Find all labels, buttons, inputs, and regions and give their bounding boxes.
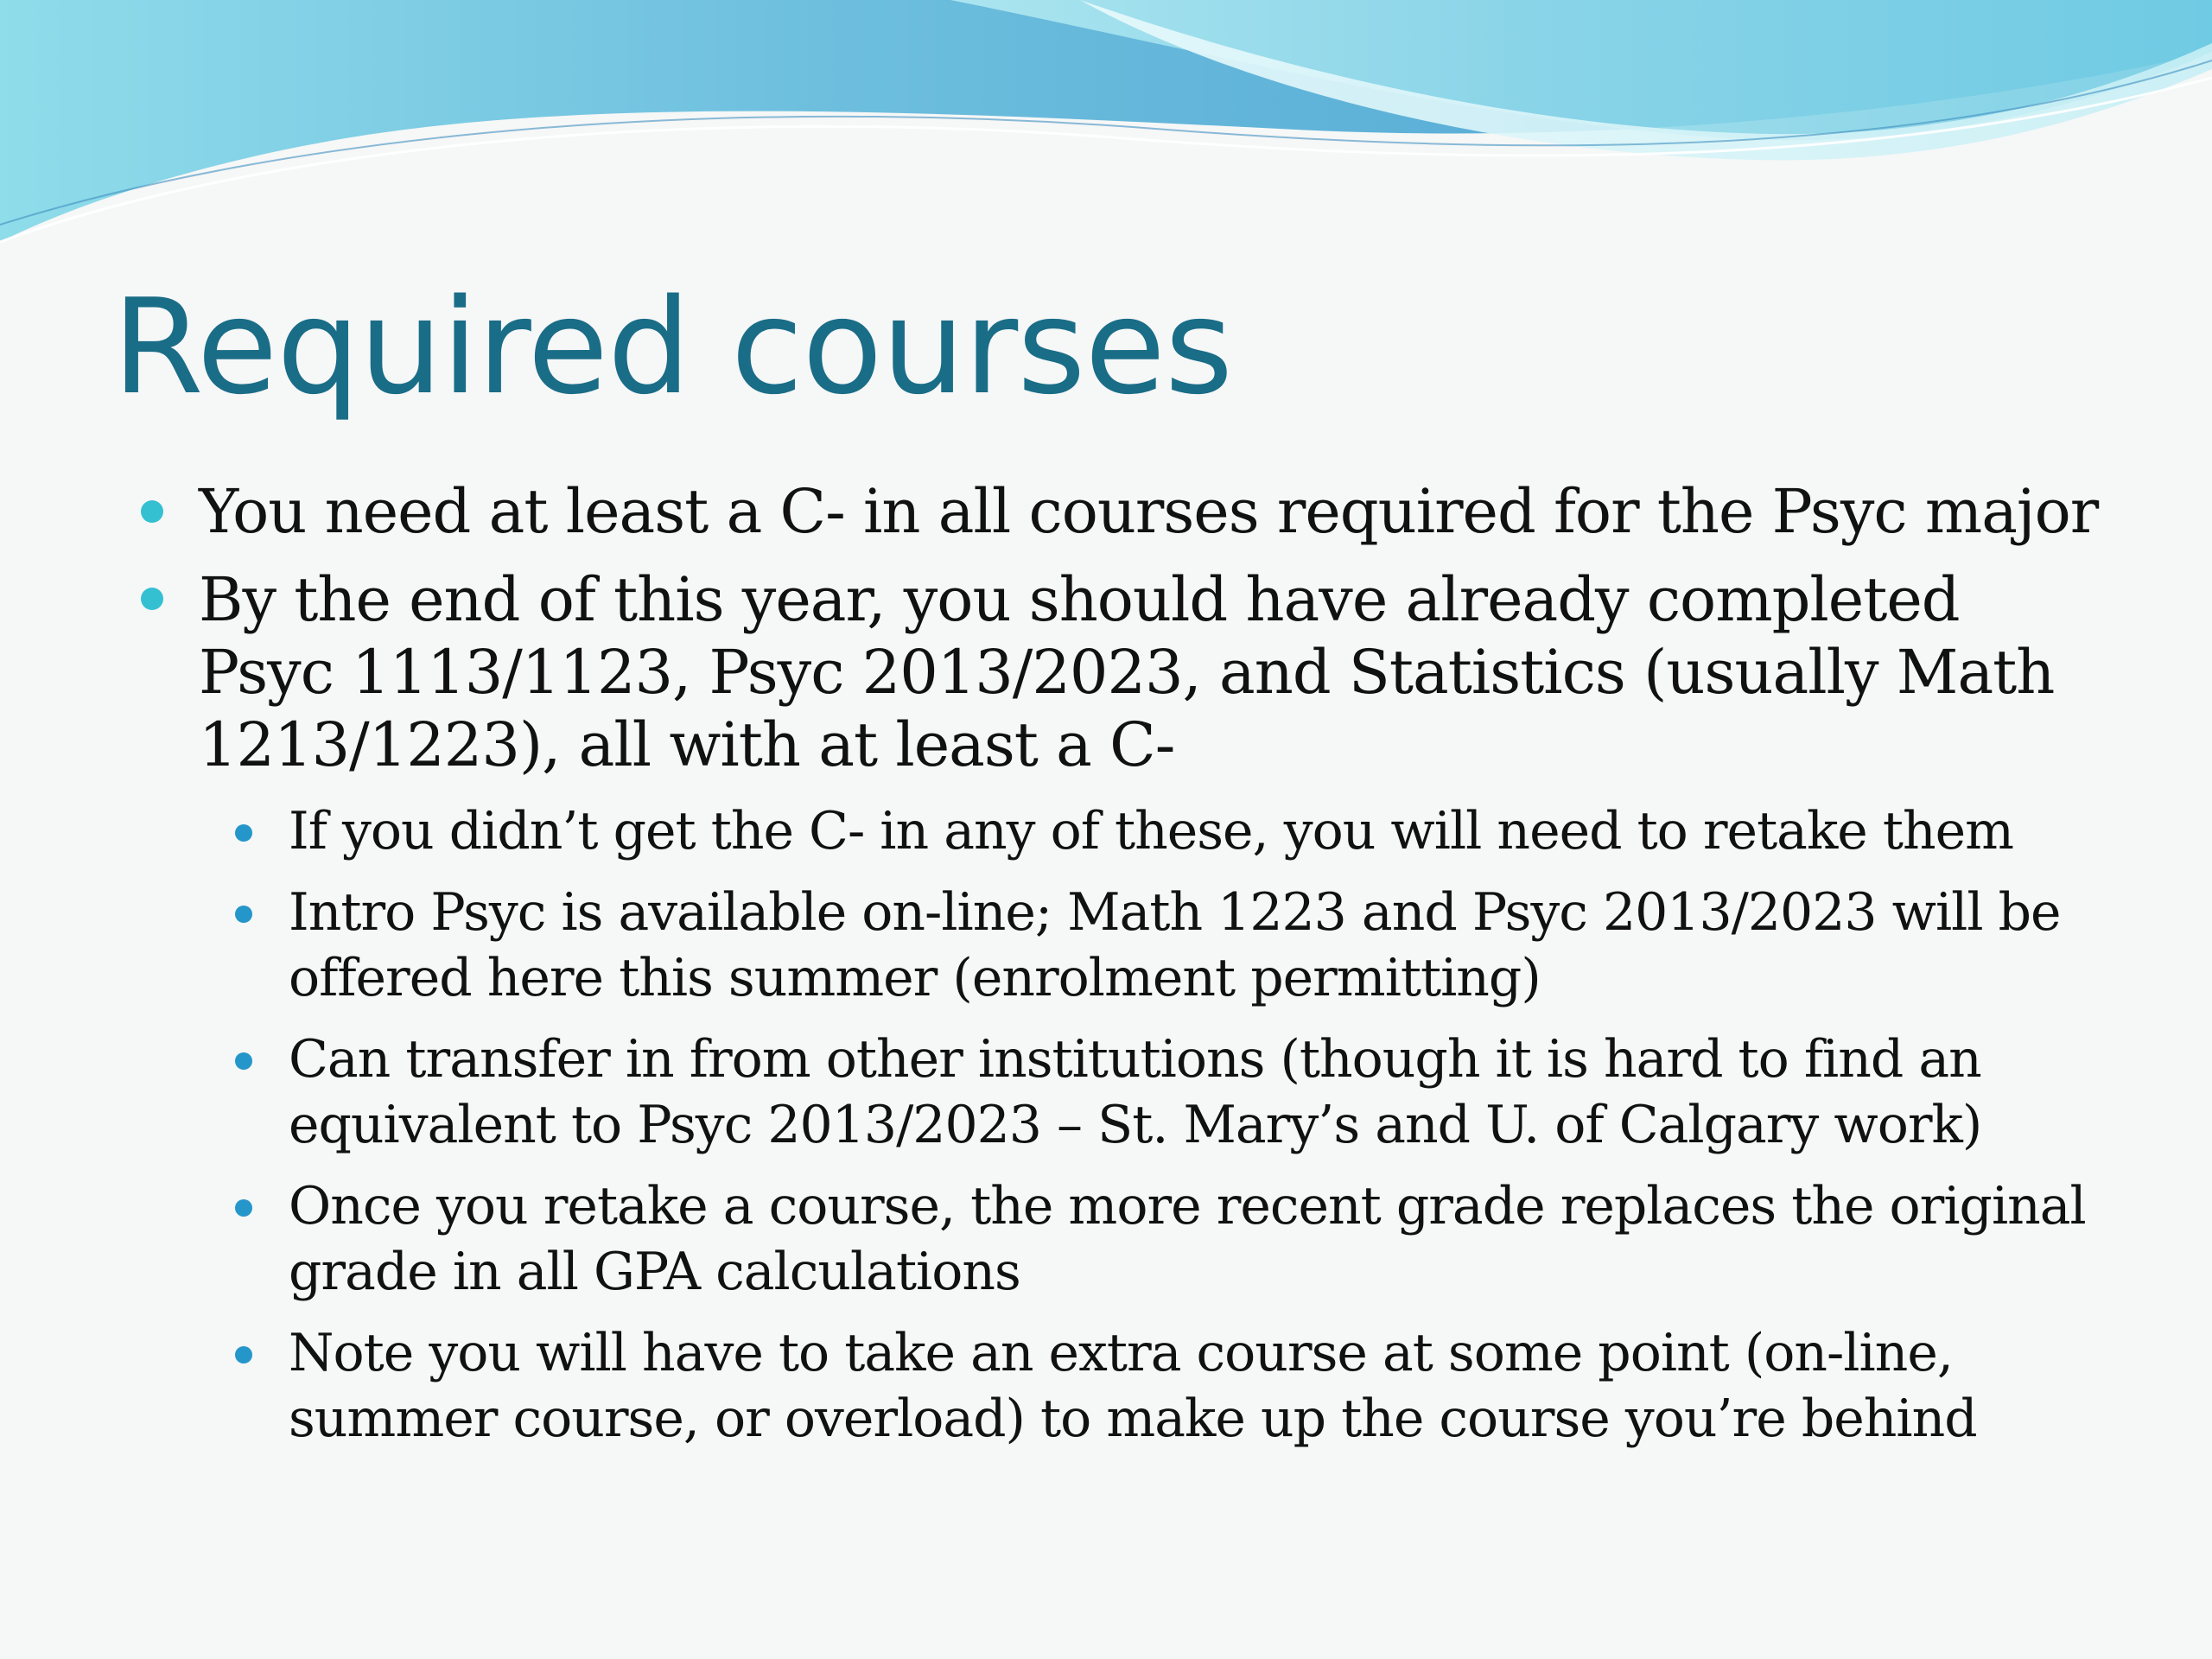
- sub-bullet-dot-icon: [235, 1199, 252, 1217]
- sub-bullet-dot-icon: [235, 824, 252, 842]
- bullet-dot-icon: [141, 500, 163, 523]
- sub-bullet-item: Note you will have to take an extra course at some point (on-line, summer course, or overload) to make up the course you’re behind: [289, 1323, 1977, 1449]
- sub-bullet-item: If you didn’t get the C- in any of these, you will need to retake them: [289, 801, 2014, 861]
- bullet-dot-icon: [141, 588, 163, 610]
- sub-bullet-item: Once you retake a course, the more recent grade replaces the original grade in all GPA calculations: [289, 1176, 2086, 1302]
- sub-bullet-dot-icon: [235, 906, 252, 923]
- bullet-item: By the end of this year, you should have already completed Psyc 1113/1123, Psyc 2013/2023, and Statistics (usually Math 1213/1223), all with at least a C-: [199, 564, 2055, 780]
- sub-bullet-item: Can transfer in from other institutions (though it is hard to find an equivalent to Psyc 2013/2023 – St. Mary’s and U. of Calgary work): [289, 1029, 1982, 1155]
- sub-bullet-dot-icon: [235, 1052, 252, 1070]
- sub-bullet-dot-icon: [235, 1346, 252, 1363]
- sub-bullet-item: Intro Psyc is available on-line; Math 1223 and Psyc 2013/2023 will be offered here this summer (enrolment permitting): [289, 882, 2061, 1008]
- bullet-item: You need at least a C- in all courses required for the Psyc major: [199, 476, 2099, 547]
- slide-title: Required courses: [112, 270, 1233, 423]
- header-wave-decoration: [0, 0, 2212, 276]
